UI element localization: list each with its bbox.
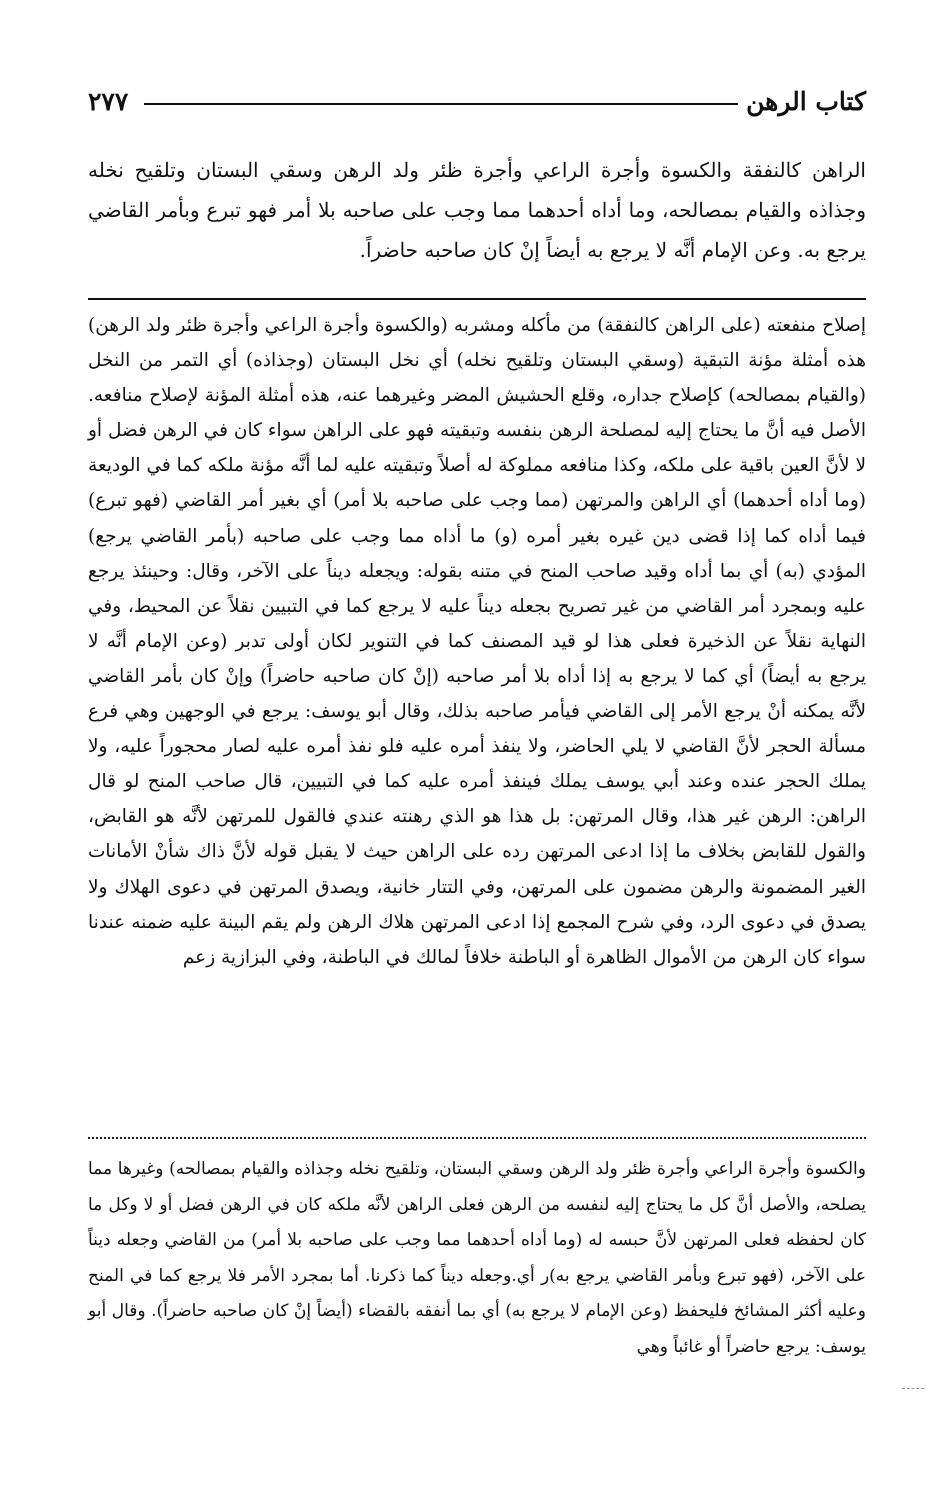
section-divider bbox=[88, 298, 866, 300]
page-number: ٢٧٧ bbox=[88, 87, 129, 116]
matn-text: الراهن كالنفقة والكسوة وأجرة الراعي وأجرة ظئر ولد الرهن وسقي البستان وتلقيح نخله وجذاذه والقيام بمصالحه، وما أداه أحدهما مما وجب على صاحبه بلا أمر فهو تبرع وبأمر القاضي يرجع به. وعن الإمام أنَّه لا يرجع به أيضاً إنْ كان صاحبه حاضراً. bbox=[88, 158, 867, 262]
page-header bbox=[88, 82, 866, 122]
footnote-text: والكسوة وأجرة الراعي وأجرة ظئر ولد الرهن وسقي البستان، وتلقيح نخله وجذاذه والقيام بمصالحه) وغيرها مما يصلحه، والأصل أنَّ كل ما يحتاج إليه لنفسه من الرهن فعلى الراهن لأنَّه ملكه كان في الرهن فضل أو لا وكل ما كان لحفظه فعلى المرتهن لأنَّ حبسه له (وما أداه أحدهما مما وجب على صاحبه بلا أمر) من القاضي وجعله ديناً على الآخر، (فهو تبرع وبأمر القاضي يرجع به)ر أي.وجعله ديناً كما ذكرنا. أما بمجرد الأمر فلا يرجع كما في المنح وعليه أكثر المشائخ فليحفظ (وعن الإمام لا يرجع به) أي بما أنفقه بالقضاء (أيضاً إنْ كان صاحبه حاضراً). وقال أبو يوسف: يرجع حاضراً أو غائباً وهي bbox=[88, 1159, 866, 1357]
header-rule bbox=[144, 103, 738, 105]
footnote-divider bbox=[88, 1137, 866, 1139]
commentary-text: إصلاح منفعته (على الراهن كالنفقة) من مأكله ومشربه (والكسوة وأجرة الراعي وأجرة ظئر ولد الرهن) هذه أمثلة مؤنة التبقية (وسقي البستان وتلقيح نخله) أي نخل البستان (وجذاذه) أي التمر من النخل (والقيام بمصالحه) كإصلاح جداره، وقلع الحشيش المضر وغيرهما عنه، هذه أمثلة المؤنة لإصلاح منافعه. الأصل فيه أنَّ ما يحتاج إليه لمصلحة الرهن بنفسه وتبقيته فهو على الراهن سواء كان في الرهن فضل أو لا لأنَّ العين باقية على ملكه، وكذا منافعه مملوكة له أصلاً وتبقيته عليه لما أنَّه مؤنة ملكه كما في الوديعة (وما أداه أحدهما) أي الراهن والمرتهن (مما وجب على صاحبه بلا أمر) أي بغير أمر القاضي (فهو تبرع) فيما أداه كما إذا قضى دين غيره بغير أمره (و) ما أداه مما وجب على صاحبه (بأمر القاضي يرجع) المؤدي (به) أي بما أداه وقيد صاحب المنح في متنه بقوله: ويجعله ديناً على الآخر، وقال: وحينئذ يرجع عليه وبمجرد أمر القاضي من غير تصريح بجعله ديناً عليه لا يرجع كما في التبيين نقلاً عن المحيط، وفي النهاية نقلاً عن الذخيرة فعلى هذا لو قيد المصنف كما في التنوير لكان أولى تدبر (وعن الإمام أنَّه لا يرجع به أيضاً) أي كما لا يرجع به إذا أداه بلا أمر صاحبه (إنْ كان صاحبه حاضراً) وإنْ كان بأمر القاضي لأنَّه يمكنه أنْ يرجع الأمر إلى القاضي فيأمر صاحبه بذلك، وقال أبو يوسف: يرجع في الوجهين وهي فرع مسألة الحجر لأنَّ القاضي لا يلي الحاضر، ولا ينفذ أمره عليه فلو نفذ أمره عليه لصار محجوراً عليه، ولا يملك الحجر عنده وعند أبي يوسف يملك فينفذ أمره عليه كما في التبيين، قال صاحب المنح لو قال الراهن: الرهن غير هذا، وقال المرتهن: بل هذا هو الذي رهنته عندي فالقول للمرتهن لأنَّه هو القابض، والقول للقابض بخلاف ما إذا ادعى المرتهن رده على الراهن حيث لا يقبل قوله لأنَّ ذاك شأنْ الأمانات الغير المضمونة والرهن مضمون على المرتهن، وفي التتار خانية، ويصدق المرتهن في دعوى الهلاك ولا يصدق في دعوى الرد، وفي شرح المجمع إذا ادعى المرتهن هلاك الرهن ولم يقم البينة عليه ضمنه عندنا سواء كان الرهن من الأموال الظاهرة أو الباطنة خلافاً لمالك في الباطنة، وفي البزازية زعم bbox=[88, 315, 866, 968]
margin-mark bbox=[902, 1388, 924, 1389]
running-title: كتاب الرهن bbox=[746, 87, 866, 116]
